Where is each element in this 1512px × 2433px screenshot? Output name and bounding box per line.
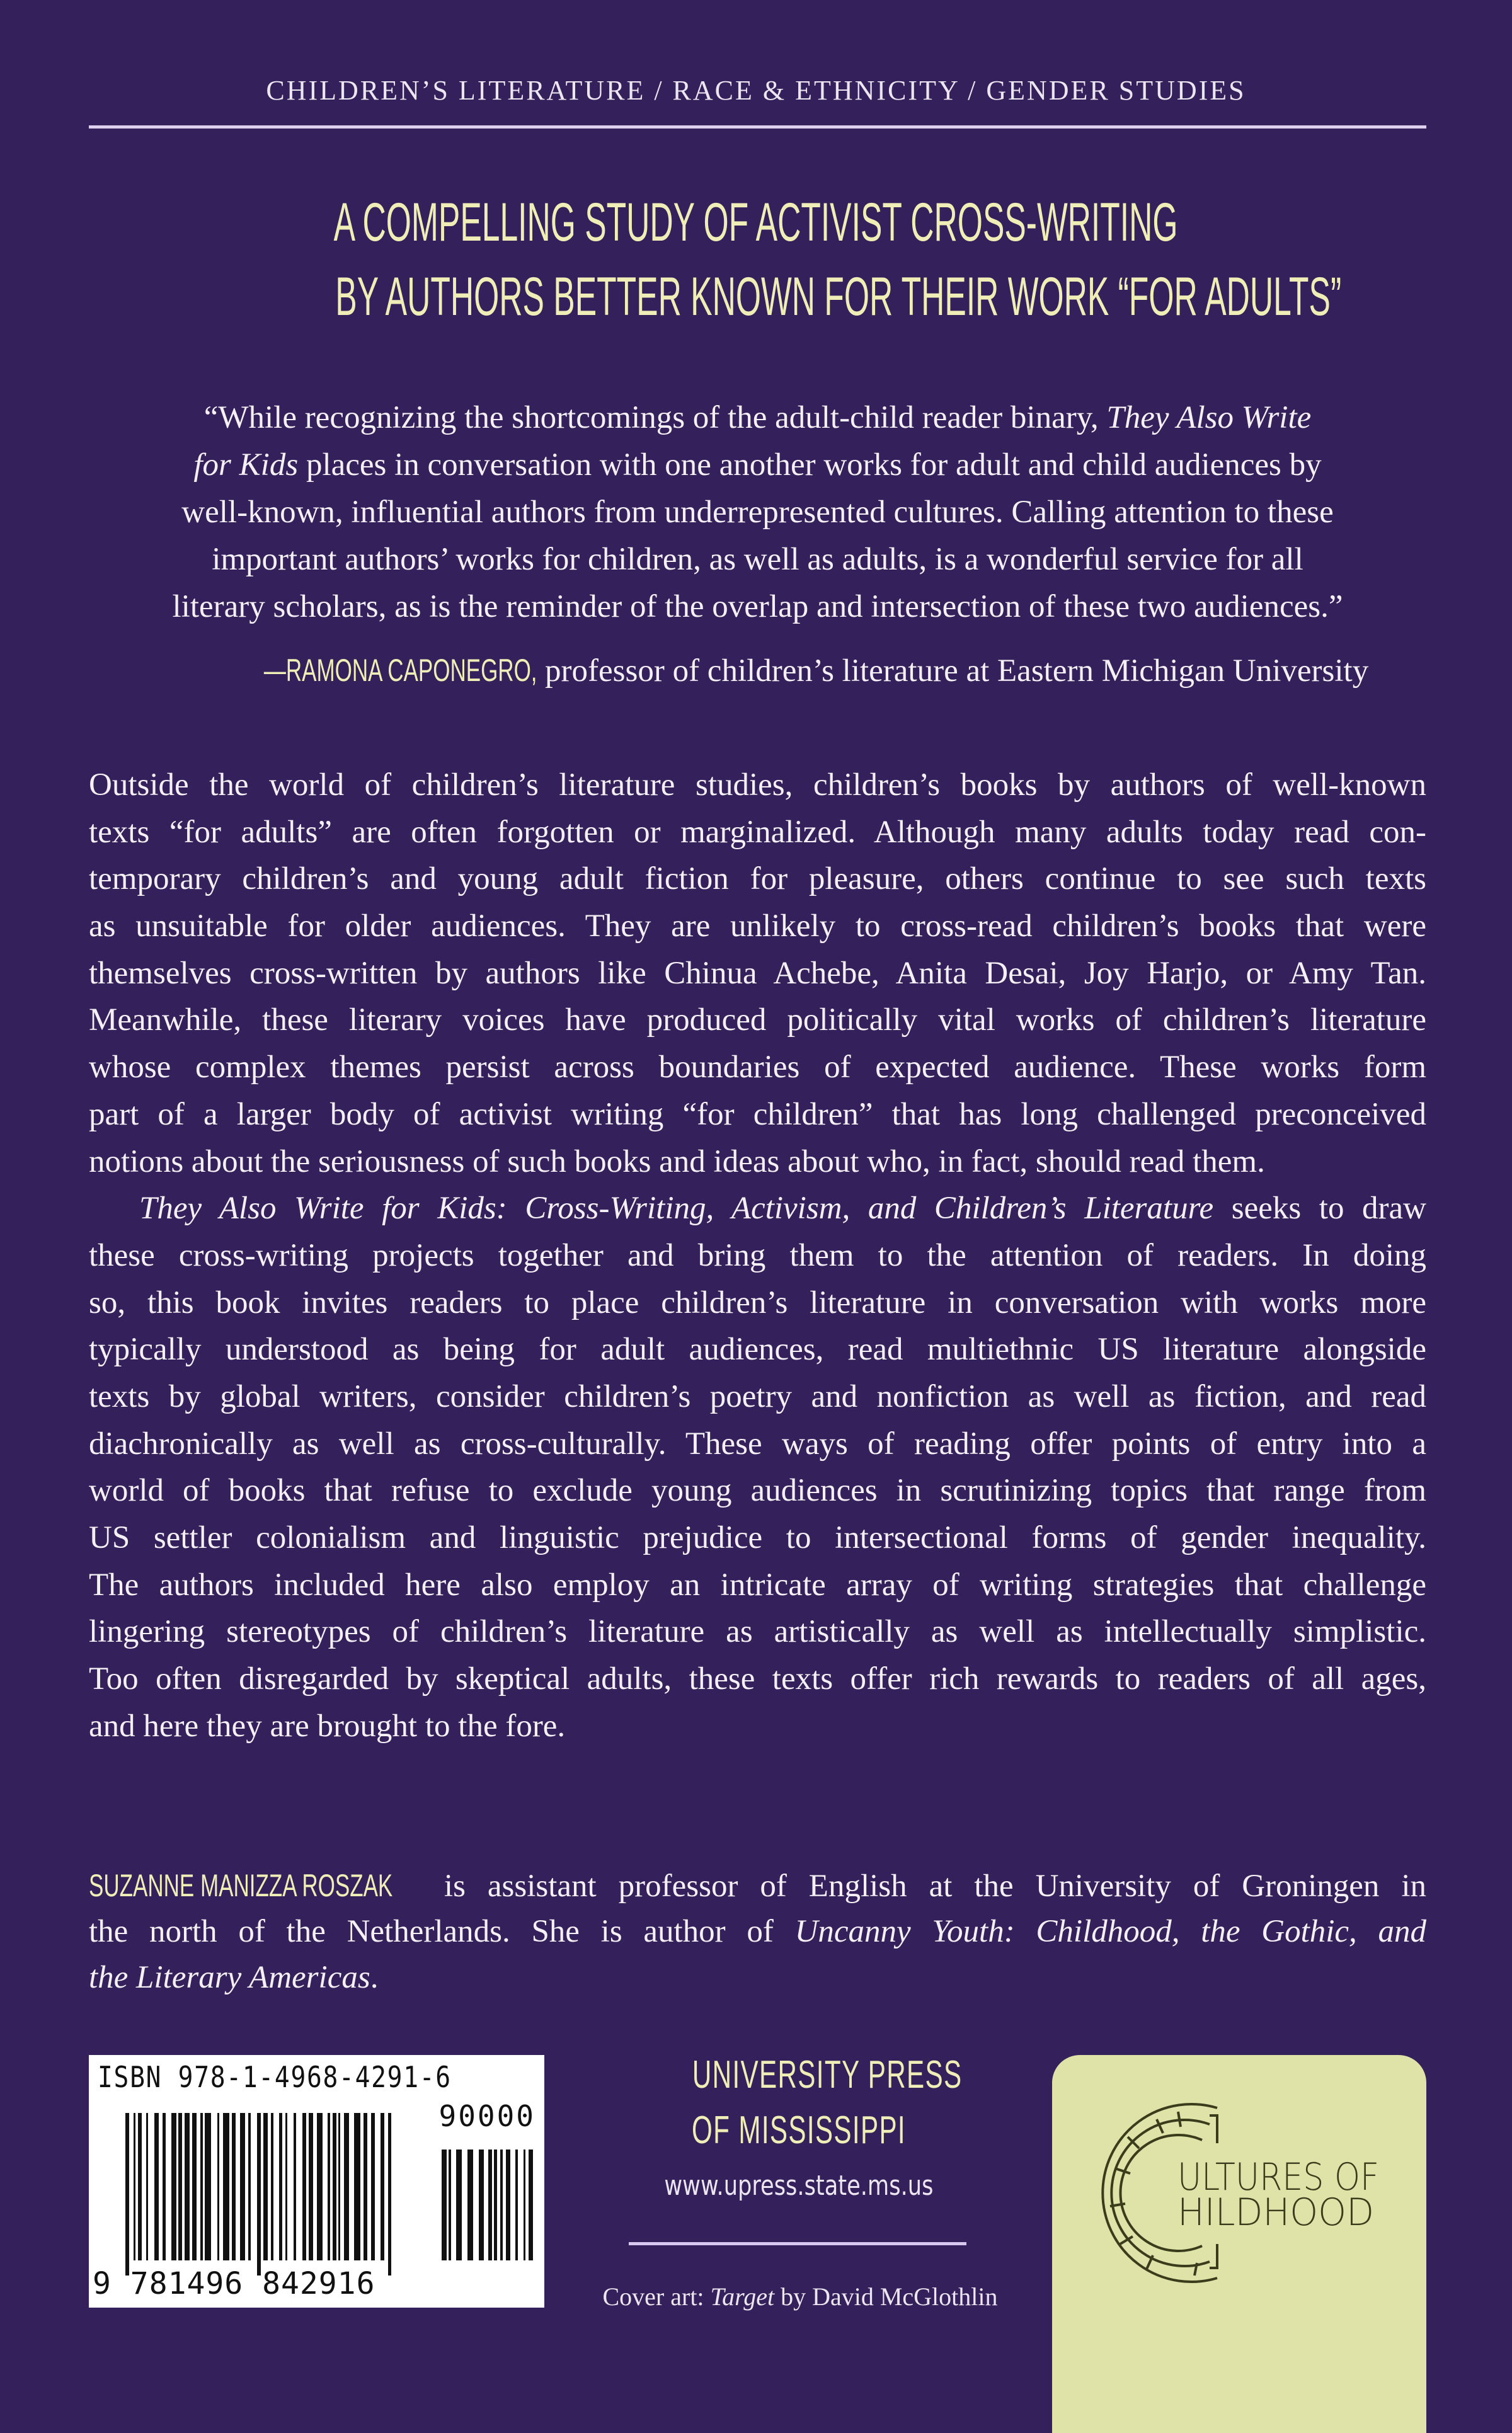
headline-line-2: [0, 266, 1512, 327]
text-segment: temporary children’s and young adult fiction for pleasure, others continue to see such texts: [89, 861, 1426, 897]
publisher-name-line-2: [629, 2108, 969, 2153]
text-segment: important authors’ works for children, as well as adults, is a wonderful service for all: [212, 542, 1303, 577]
publisher-name-line-1: [629, 2052, 969, 2097]
text-line: [89, 1421, 1426, 1468]
text-line: [89, 1373, 1426, 1421]
text-segment: diachronically as well as cross-culturally. These ways of reading offer points of entry into a: [89, 1426, 1426, 1462]
barcode-bar: [442, 2150, 447, 2260]
barcode-bar: [515, 2150, 518, 2260]
text-segment: these cross-writing projects together and bring them to the attention of readers. In doing: [89, 1237, 1426, 1273]
cover-art-credit: [567, 2282, 1033, 2311]
text-line: [89, 809, 1426, 856]
barcode-bar: [479, 2150, 484, 2260]
headline-line-1: [0, 192, 1512, 253]
text-line: [89, 536, 1426, 583]
text-line: [89, 1185, 1426, 1232]
text-segment: whose complex themes persist across boundaries of expected audience. These works form: [89, 1050, 1426, 1085]
text-line: [89, 1044, 1426, 1091]
text-line: [89, 583, 1426, 631]
italic-title: Uncanny Youth: Childhood, the Gothic, and: [794, 1914, 1426, 1949]
endorser-name: —RAMONA CAPONEGRO,: [263, 653, 537, 688]
text-line: [89, 442, 1426, 489]
text-segment: is assistant professor of English at the University of Groningen in: [421, 1869, 1426, 1904]
logo-text-line-1: ULTURES OF: [1177, 2155, 1379, 2199]
text-segment: themselves cross-written by authors like Chinua Achebe, Anita Desai, Joy Harjo, or Amy Tan.: [89, 955, 1426, 991]
credit-prefix: Cover art:: [602, 2282, 711, 2311]
text-segment: Outside the world of children’s literature studies, children’s books by authors of well-known: [89, 767, 1426, 803]
barcode-bar: [328, 2113, 330, 2260]
barcode-bar: [271, 2113, 273, 2260]
divider: [89, 125, 1426, 129]
barcode-bar: [494, 2150, 497, 2260]
price-code: 90000: [438, 2099, 536, 2133]
barcode-bar: [134, 2113, 135, 2260]
text-line: [89, 950, 1426, 997]
publisher-text: UNIVERSITY PRESS: [692, 2053, 963, 2097]
endorsement-attribution: [89, 647, 1426, 695]
text-line: [89, 1955, 1426, 2001]
text-segment: typically understood as being for adult audiences, read multiethnic US literature alongside: [89, 1332, 1426, 1368]
barcode-bar: [524, 2150, 525, 2260]
text-line: [89, 1562, 1426, 1609]
barcode-bar: [171, 2113, 176, 2260]
text-segment: literary scholars, as is the reminder of the overlap and intersection of these two audiences.”: [172, 589, 1343, 624]
barcode-bar: [223, 2113, 229, 2260]
text-segment: the north of the Netherlands. She is author of: [89, 1914, 795, 1949]
headline-text: A COMPELLING STUDY OF ACTIVIST CROSS-WRITING: [334, 192, 1178, 253]
text-line: [89, 1279, 1426, 1327]
barcode-bar: [449, 2150, 451, 2260]
text-segment: lingering stereotypes of children’s literature as artistically as well as intellectually simplistic.: [89, 1614, 1426, 1650]
text-line: [89, 903, 1426, 950]
barcode-bar: [381, 2113, 384, 2260]
text-line: [89, 997, 1426, 1044]
barcode-bar: [217, 2113, 219, 2260]
text-line: [89, 1863, 1426, 1909]
bio-rest: [89, 1909, 1426, 2001]
italic-title: for Kids: [193, 447, 299, 483]
endorsement-quote: [89, 394, 1426, 631]
barcode-bar: [364, 2113, 367, 2260]
barcode-bar: [200, 2113, 203, 2260]
artwork-title: Target: [710, 2282, 775, 2311]
italic-title: They Also Write: [1106, 400, 1312, 435]
barcode-bar: [344, 2113, 349, 2260]
barcode-bar: [263, 2113, 268, 2260]
text-segment: texts “for adults” are often forgotten or marginalized. Although many adults today read con-: [89, 814, 1426, 850]
barcode-bar: [302, 2113, 306, 2260]
text-segment: US settler colonialism and linguistic prejudice to intersectional forms of gender inequality.: [89, 1520, 1426, 1555]
barcode-bar: [154, 2113, 159, 2260]
barcode-bar: [125, 2113, 129, 2276]
text-segment: “While recognizing the shortcomings of the adult-child reader binary,: [203, 400, 1107, 435]
barcode-bar: [138, 2113, 142, 2260]
text-segment: The authors included here also employ an intricate array of writing strategies that challenge: [89, 1567, 1426, 1603]
text-segment: Meanwhile, these literary voices have produced politically vital works of children’s literature: [89, 1002, 1426, 1038]
barcode-bar: [371, 2113, 375, 2260]
text-segment: world of books that refuse to exclude young audiences in scrutinizing topics that range from: [89, 1473, 1426, 1509]
subject-categories: CHILDREN’S LITERATURE / RACE & ETHNICITY / GENDER STUDIES: [266, 75, 1246, 106]
book-description: [89, 762, 1426, 1749]
author-bio: [89, 1863, 1426, 2001]
barcode-bar: [232, 2113, 236, 2260]
endorser-title: professor of children’s literature at Eastern Michigan University: [537, 653, 1369, 689]
barcode-bar: [338, 2113, 340, 2260]
headline-text: BY AUTHORS BETTER KNOWN FOR THEIR WORK “FOR ADULTS”: [335, 266, 1342, 327]
text-segment: part of a larger body of activist writing “for children” that has long challenged preconceived: [89, 1096, 1426, 1132]
barcode-bar: [279, 2113, 282, 2260]
barcode-bar: [178, 2113, 182, 2260]
barcode-bar: [163, 2113, 166, 2260]
text-line: [89, 1514, 1426, 1562]
italic-title: the Literary Americas: [89, 1960, 370, 1995]
barcode-bar: [500, 2150, 503, 2260]
text-segment: as unsuitable for older audiences. They are unlikely to cross-read children’s books that were: [89, 908, 1426, 944]
text-line: [89, 394, 1426, 442]
publisher-text: OF MISSISSIPPI: [692, 2109, 906, 2152]
text-line: [89, 489, 1426, 536]
barcode-bar: [388, 2113, 391, 2276]
barcode-bar: [285, 2113, 287, 2260]
publisher-url[interactable]: [629, 2170, 969, 2202]
barcode-bar: [529, 2150, 533, 2260]
text-line: [89, 1608, 1426, 1656]
text-line: [89, 856, 1426, 903]
divider: [629, 2242, 966, 2245]
barcode-bar: [294, 2113, 296, 2260]
barcode-bar: [240, 2113, 245, 2260]
text-line: [89, 1467, 1426, 1514]
text-segment: well-known, influential authors from underrepresented cultures. Calling attention to these: [181, 495, 1334, 530]
text-segment: and here they are brought to the fore.: [89, 1708, 566, 1744]
text-segment: Too often disregarded by skeptical adults, these texts offer rich rewards to readers of all ages,: [89, 1661, 1426, 1697]
text-line: [89, 1232, 1426, 1279]
barcode-bar: [317, 2113, 323, 2260]
text-line: [89, 762, 1426, 809]
text-line: [89, 1656, 1426, 1703]
barcode-bar: [333, 2113, 336, 2260]
barcode-bar: [192, 2113, 197, 2260]
text-segment: places in conversation with one another works for adult and child audiences by: [298, 447, 1322, 483]
text-segment: notions about the seriousness of such books and ideas about who, in fact, should read them.: [89, 1143, 1265, 1179]
logo-text-line-2: HILDHOOD: [1177, 2190, 1374, 2235]
cultures-of-childhood-logo: [1052, 2055, 1426, 2408]
barcode-bar: [488, 2150, 492, 2260]
barcode-bar: [257, 2113, 261, 2276]
barcode-bar: [456, 2150, 462, 2260]
text-line: [89, 1909, 1426, 1955]
barcode-bar: [146, 2113, 148, 2260]
barcode-bar: [506, 2150, 510, 2260]
author-name: SUZANNE MANIZZA ROSZAK: [89, 1868, 393, 1903]
text-line: [89, 1091, 1426, 1138]
text-segment: so, this book invites readers to place children’s literature in conversation with works more: [89, 1285, 1426, 1320]
text-line: [89, 1703, 1426, 1750]
italic-title: They Also Write for Kids: Cross-Writing, Activism, and Children’s Literature: [139, 1191, 1214, 1227]
text-line: [89, 1138, 1426, 1186]
series-logo-panel: [1052, 2055, 1426, 2433]
text-segment: seeks to draw: [1213, 1191, 1427, 1227]
barcode-bar: [354, 2113, 360, 2260]
text-segment: texts by global writers, consider children’s poetry and nonfiction as well as fiction, and read: [89, 1378, 1426, 1414]
barcode-bar: [467, 2150, 473, 2260]
ean-number: 9 781496 842916: [93, 2266, 375, 2301]
barcode-bar: [205, 2113, 211, 2260]
publisher-url-text[interactable]: www.upress.state.ms.us: [664, 2170, 934, 2202]
barcode-bar: [309, 2113, 313, 2260]
barcode-bar: [185, 2113, 190, 2260]
text-segment: .: [370, 1960, 379, 1995]
credit-artist: by David McGlothlin: [774, 2282, 998, 2311]
isbn-number: ISBN 978-1-4968-4291-6: [98, 2060, 452, 2094]
isbn-barcode: [89, 2055, 544, 2308]
barcode-bar: [248, 2113, 251, 2260]
text-line: [89, 1326, 1426, 1373]
